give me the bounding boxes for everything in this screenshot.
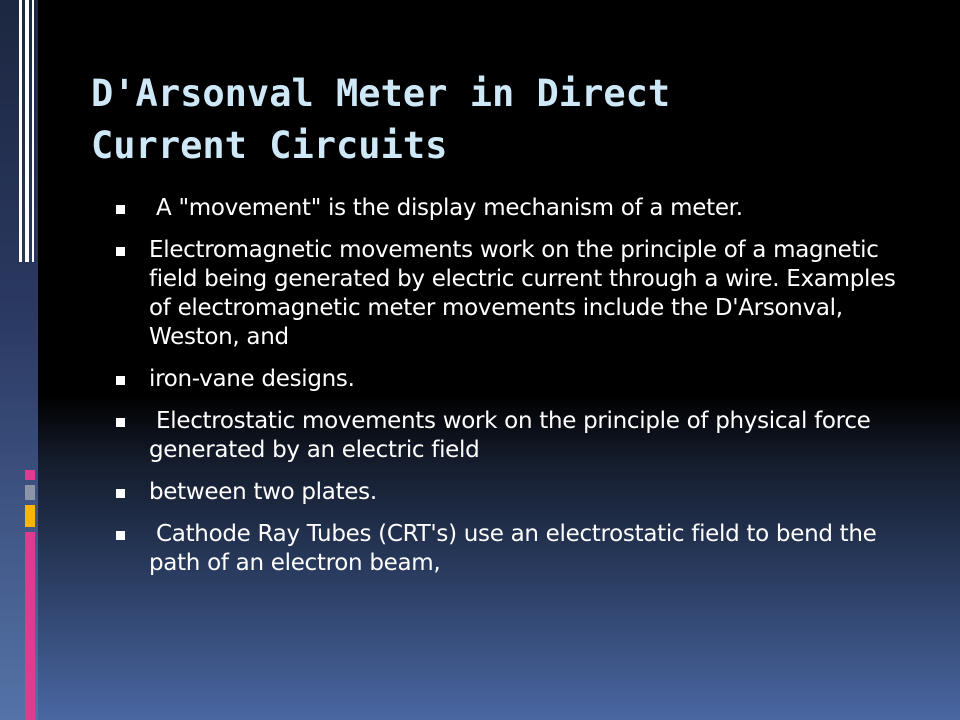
bullet-item [112,365,912,394]
square-bullet-icon [116,247,125,256]
decor-bar [25,532,35,720]
square-bullet-icon [116,418,125,427]
square-bullet-icon [116,205,125,214]
bullet-text: Cathode Ray Tubes (CRT's) use an electrostatic field to bend the path of an electron beam, [149,521,884,576]
bullet-item [112,236,912,352]
decor-bar [32,0,34,262]
slide-title [91,68,891,172]
bullet-text: A "movement" is the display mechanism of a meter. [149,195,743,221]
decor-bar [25,505,35,527]
square-bullet-icon [116,489,125,498]
bullet-list [112,194,912,591]
square-bullet-icon [116,376,125,385]
bullet-item [112,520,912,578]
decor-bar [19,0,22,262]
decor-bar [25,485,35,500]
title-line-1: D'Arsonval Meter in Direct [91,72,671,115]
bullet-text: between two plates. [149,479,377,505]
decor-bar [25,470,35,480]
bullet-item [112,407,912,465]
decor-bar [25,0,29,262]
bullet-text: Electrostatic movements work on the principle of physical force generated by an electric field [149,408,878,463]
bullet-item [112,478,912,507]
bullet-text: iron-vane designs. [149,366,355,392]
bullet-item [112,194,912,223]
decorative-side-strip [0,0,38,720]
square-bullet-icon [116,531,125,540]
title-line-2: Current Circuits [91,124,448,167]
bullet-text: Electromagnetic movements work on the principle of a magnetic field being generated by electric current through a wire. Examples of electromagnetic meter movements include the D'Arsonval, Weston, and [149,237,903,350]
